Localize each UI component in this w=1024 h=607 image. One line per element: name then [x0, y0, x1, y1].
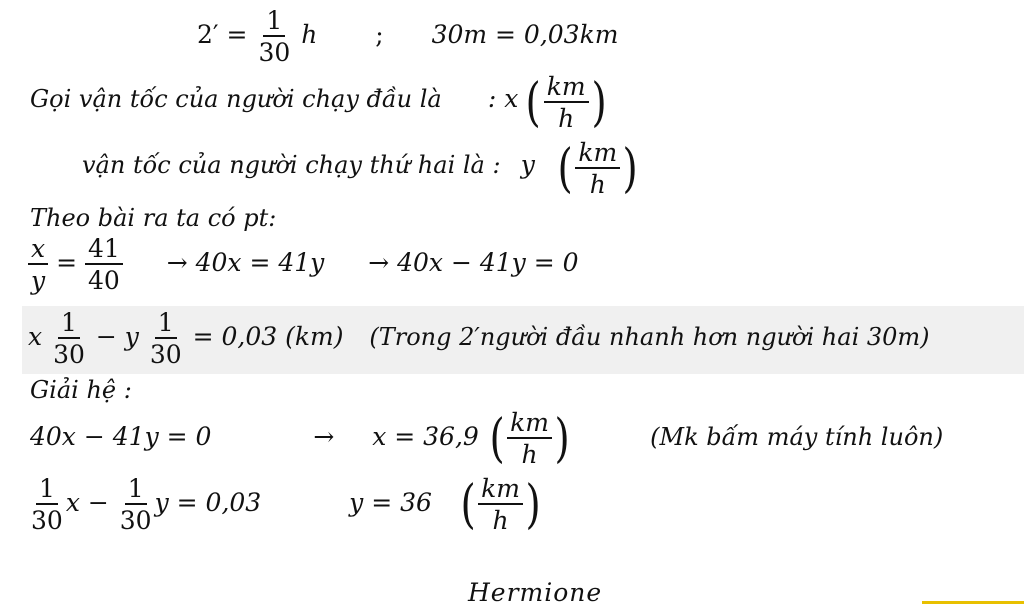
time-conversion-line	[197, 8, 618, 65]
frac-numerator: 1	[36, 476, 58, 505]
unit-den: h	[589, 170, 606, 199]
step-one: → 40x = 41y	[166, 248, 325, 277]
close-paren: )	[622, 138, 638, 199]
variable-y: y	[520, 150, 535, 179]
fraction-41-over-40	[85, 236, 123, 293]
solution-y: y = 36	[349, 488, 432, 517]
close-paren: )	[525, 474, 541, 535]
close-paren: )	[554, 408, 570, 469]
first-runner-line	[30, 74, 609, 131]
y-rhs: y = 0,03	[154, 488, 262, 517]
fraction-x-over-y	[28, 236, 48, 293]
fraction-one-thirtieth	[117, 476, 155, 533]
variable-x: : x	[487, 84, 519, 113]
signature: Hermione	[468, 578, 603, 607]
unit-km-per-h	[507, 410, 552, 467]
frac-numerator: 1	[125, 476, 147, 505]
unit-km-per-h	[544, 74, 589, 131]
solve-system-label: Giải hệ :	[30, 376, 132, 404]
open-paren: (	[525, 72, 542, 133]
equation-one: 40x − 41y = 0	[30, 422, 212, 451]
unit-km-per-h	[478, 476, 523, 533]
system-line-one	[30, 410, 943, 467]
unit-den: h	[492, 506, 509, 535]
open-paren: (	[557, 138, 573, 199]
system-line-two	[28, 476, 543, 533]
unit-num: km	[478, 476, 523, 505]
fraction-one-thirtieth	[147, 310, 185, 367]
equals: =	[56, 248, 78, 277]
fraction-one-thirtieth	[28, 476, 66, 533]
unit-num: km	[575, 140, 620, 169]
minus-y: − y	[95, 322, 139, 351]
distance-equation-line	[28, 310, 930, 372]
second-runner-line	[82, 140, 641, 197]
arrow: →	[313, 422, 335, 451]
unit-num: km	[507, 410, 552, 439]
frac-numerator: 1	[155, 310, 177, 339]
x-minus: x −	[65, 488, 109, 517]
frac-numerator: 1	[58, 310, 80, 339]
frac-numerator: 41	[85, 236, 123, 265]
frac-denominator: 30	[119, 506, 152, 535]
open-paren: (	[489, 408, 505, 469]
unit-num: km	[544, 74, 589, 103]
unit-h: h	[301, 20, 318, 49]
variable-x: x	[28, 322, 43, 351]
separator: ;	[375, 20, 384, 49]
frac-denominator: 30	[53, 340, 85, 369]
frac-numerator: 1	[263, 8, 285, 37]
calculator-note: (Mk bấm máy tính luôn)	[650, 423, 944, 451]
first-runner-text: Gọi vận tốc của người chạy đầu là	[30, 85, 442, 113]
frac-denominator: y	[31, 266, 46, 295]
unit-den: h	[558, 104, 575, 133]
frac-denominator: 40	[87, 266, 120, 295]
distance-rhs: = 0,03 (km)	[192, 322, 344, 351]
lhs-time: 2′ =	[197, 20, 248, 49]
frac-denominator: 30	[31, 506, 63, 535]
distance-note: (Trong 2′người đầu nhanh hơn người hai 30m)	[369, 323, 930, 351]
fraction-one-thirtieth	[50, 310, 88, 367]
fraction-one-thirtieth	[255, 8, 293, 65]
second-runner-text: vận tốc của người chạy thứ hai là :	[82, 151, 501, 179]
close-paren: )	[591, 72, 607, 133]
equation-intro: Theo bài ra ta có pt:	[30, 204, 277, 232]
unit-km-per-h	[575, 140, 620, 197]
step-two: → 40x − 41y = 0	[368, 248, 579, 277]
ratio-equation-line	[28, 236, 579, 293]
unit-den: h	[521, 440, 538, 469]
solution-x: x = 36,9	[372, 422, 479, 451]
frac-numerator: x	[28, 236, 48, 265]
open-paren: (	[460, 474, 476, 535]
frac-denominator: 30	[258, 38, 291, 67]
frac-denominator: 30	[149, 340, 182, 369]
distance-conversion: 30m = 0,03km	[431, 20, 619, 49]
